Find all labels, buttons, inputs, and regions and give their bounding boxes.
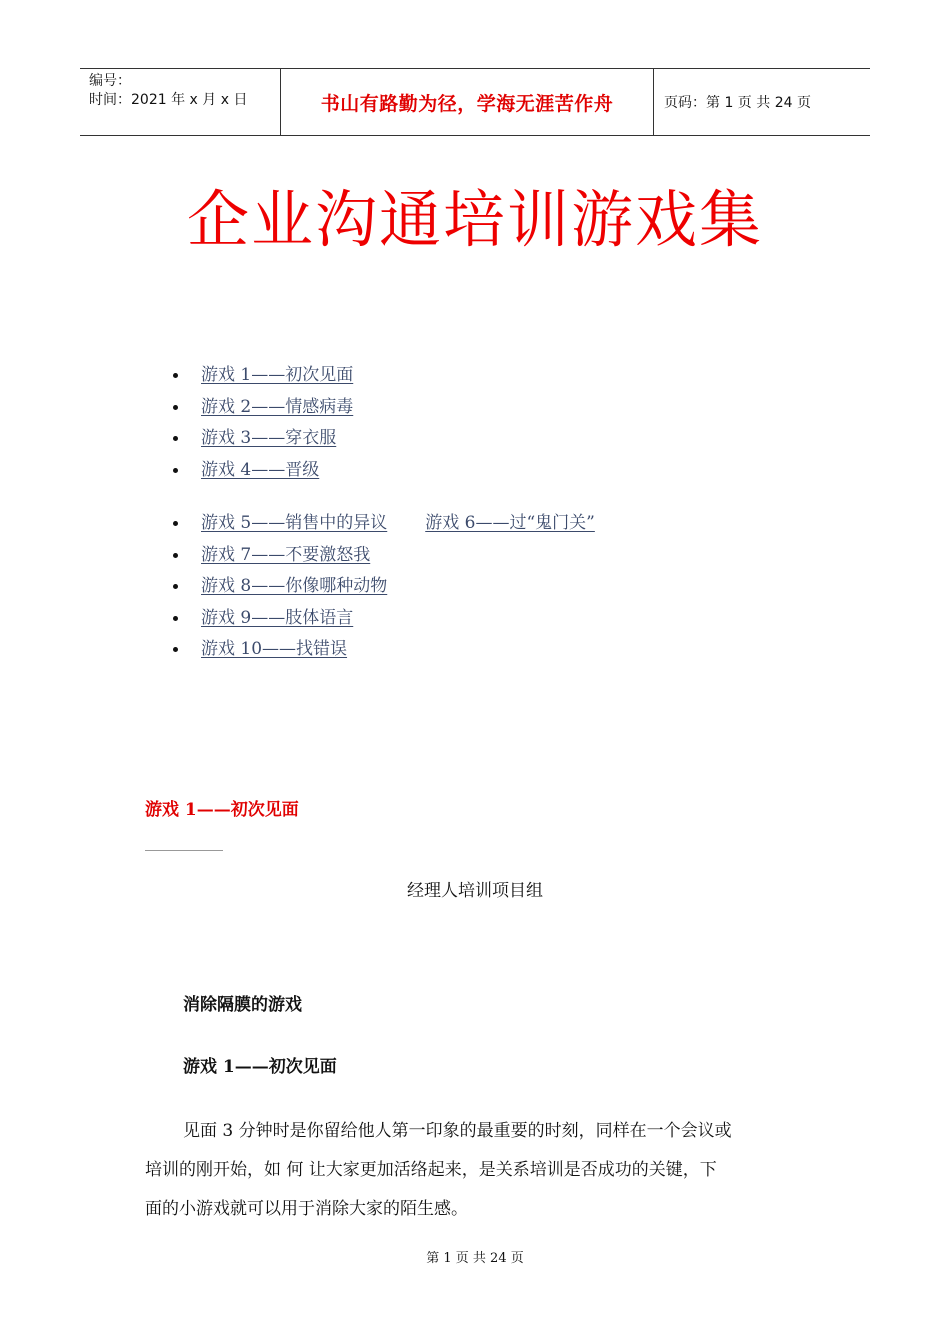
- toc-item: [172, 425, 595, 457]
- toc-link-game-2[interactable]: 游戏 2——情感病毒: [201, 396, 354, 417]
- toc-item: [172, 510, 595, 542]
- toc-link-game-3[interactable]: 游戏 3——穿衣服: [201, 428, 337, 448]
- paragraph-line-1: 见面 3 分钟时是你留给他人第一印象的最重要的时刻，同样在一个会议或: [183, 1121, 732, 1141]
- toc-link-game-1[interactable]: 游戏 1——初次见面: [201, 365, 354, 385]
- page-footer: 第 1 页 共 24 页: [426, 1251, 524, 1266]
- toc-item: [172, 636, 595, 668]
- toc-item: [172, 457, 595, 489]
- bold-heading-2: 游戏 1——初次见面: [183, 1057, 337, 1077]
- header-page-cell: [654, 69, 870, 135]
- section-heading: 游戏 1——初次见面: [145, 800, 299, 820]
- toc-link-game-7[interactable]: 游戏 7——不要激怒我: [201, 544, 371, 565]
- toc-link-game-4[interactable]: 游戏 4——晋级: [201, 459, 320, 480]
- toc-item: [172, 605, 595, 637]
- header-page-info: 页码：第 1 页 共 24 页: [664, 95, 811, 111]
- paragraph-line-2: 培训的刚开始，如 何 让大家更加活络起来，是关系培训是否成功的关键，下: [145, 1160, 717, 1180]
- toc-link-game-9[interactable]: 游戏 9——肢体语言: [201, 607, 354, 628]
- toc-link-game-6[interactable]: 游戏 6——过“鬼门关”: [425, 513, 595, 533]
- short-divider: [145, 850, 223, 851]
- table-of-contents: [172, 362, 595, 668]
- bold-heading-1: 消除隔膜的游戏: [183, 995, 302, 1015]
- header-meta-cell: [80, 69, 281, 135]
- doc-time-label: 时间：2021 年 x 月 x 日: [89, 92, 248, 108]
- toc-link-game-5[interactable]: 游戏 5——销售中的异议: [201, 513, 388, 533]
- section-subtitle: 经理人培训项目组: [407, 881, 543, 901]
- document-title: 企业沟通培训游戏集: [186, 183, 763, 256]
- body-paragraph: [145, 1112, 795, 1229]
- header-motto-cell: [281, 69, 654, 135]
- doc-number-label: 编号：: [89, 73, 131, 89]
- header-motto: 书山有路勤为径，学海无涯苦作舟: [320, 92, 614, 115]
- toc-item: [172, 362, 595, 394]
- toc-item: [172, 542, 595, 574]
- toc-item: [172, 394, 595, 426]
- toc-link-game-8[interactable]: 游戏 8——你像哪种动物: [201, 576, 388, 596]
- toc-link-game-10[interactable]: 游戏 10——找错误: [201, 639, 348, 659]
- header-table: [80, 68, 870, 136]
- paragraph-line-3: 面的小游戏就可以用于消除大家的陌生感。: [145, 1199, 468, 1219]
- toc-item: [172, 573, 595, 605]
